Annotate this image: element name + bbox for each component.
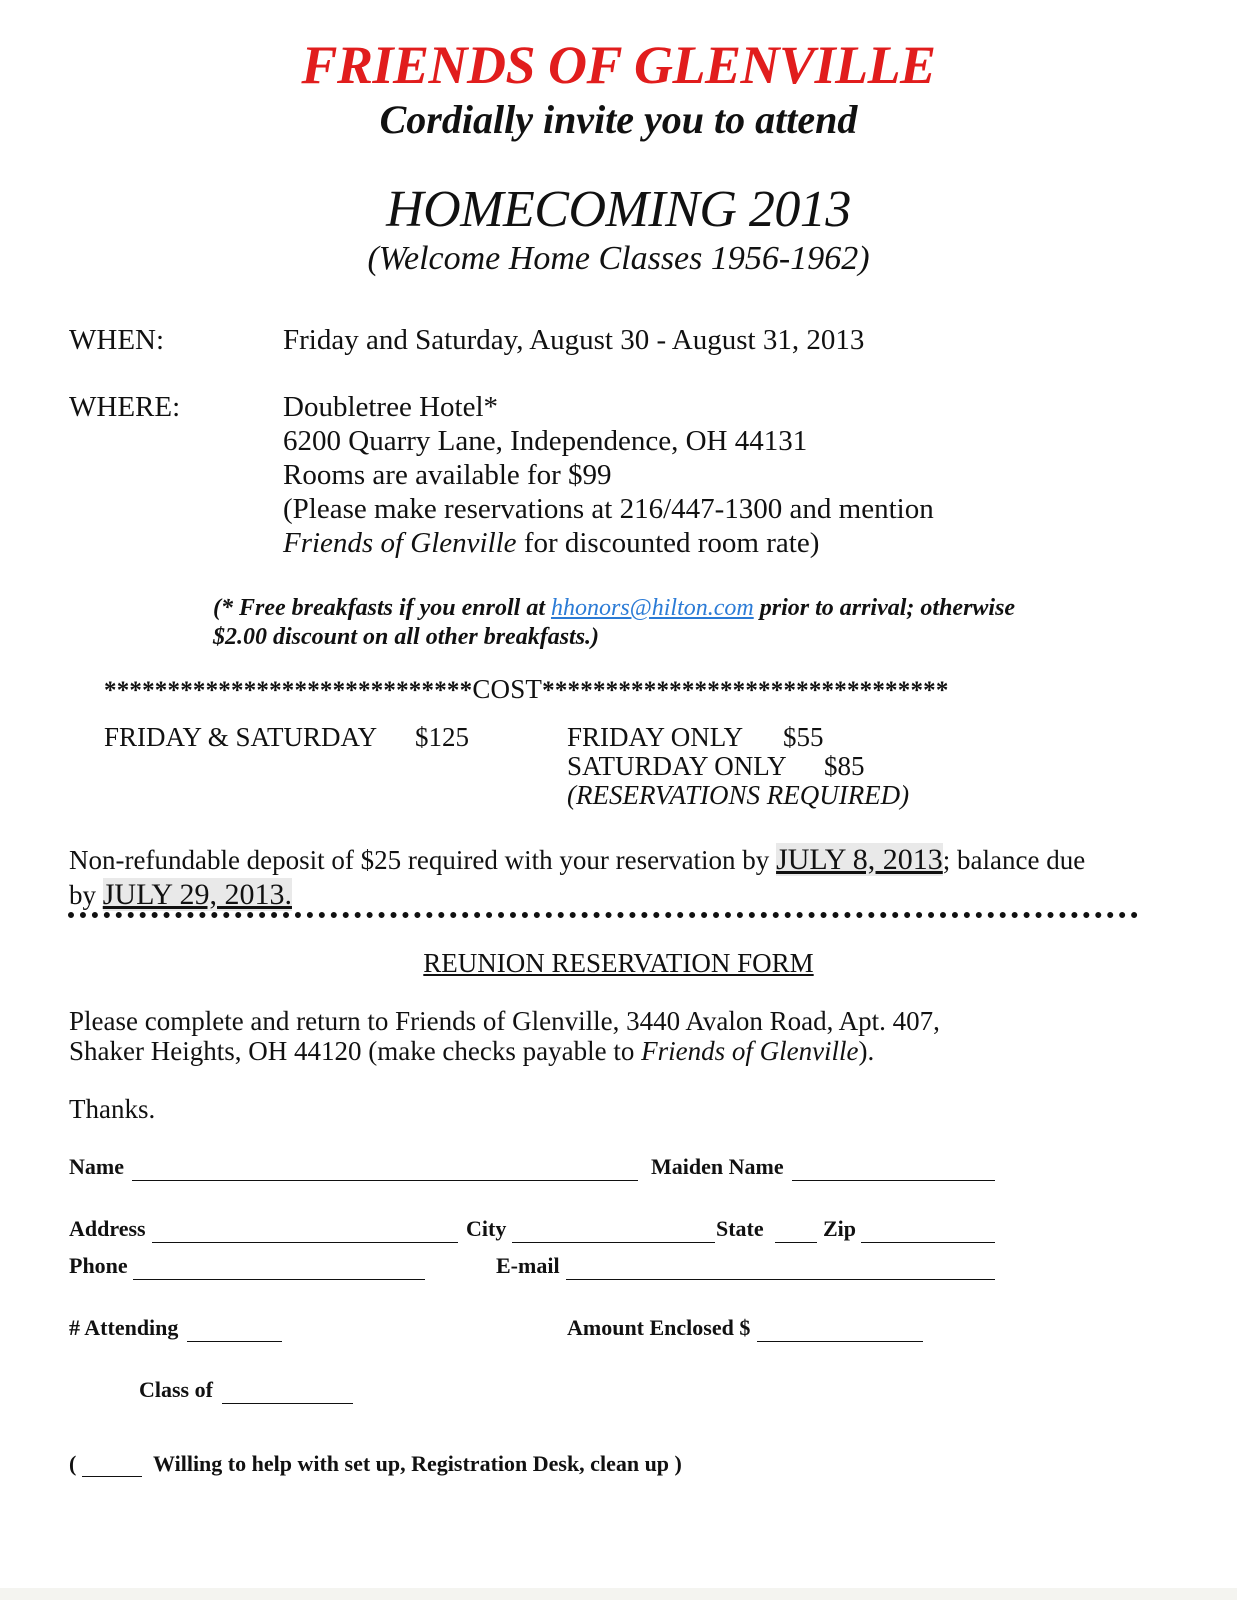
reservations-required: (RESERVATIONS REQUIRED) — [567, 780, 910, 810]
volunteer-label: Willing to help with set up, Registration Desk, clean up ) — [153, 1451, 682, 1476]
invite-text: Cordially invite you to attend — [379, 97, 858, 142]
maiden-name-field[interactable] — [792, 1180, 995, 1181]
deposit-line2-prefix: by — [69, 880, 103, 910]
breakfast-note-line2: $2.00 discount on all other breakfasts.) — [213, 624, 600, 650]
sat-only-price: $85 — [824, 751, 865, 781]
amount-label: Amount Enclosed $ — [567, 1315, 751, 1340]
address-field[interactable] — [152, 1242, 458, 1243]
phone-label: Phone — [69, 1253, 128, 1278]
volunteer-field[interactable] — [82, 1476, 142, 1477]
page-bottom-edge — [0, 1588, 1237, 1600]
event-title: HOMECOMING 2013 — [386, 181, 851, 238]
where-label: WHERE: — [69, 391, 181, 423]
amount-field[interactable] — [757, 1341, 923, 1342]
name-field[interactable] — [132, 1180, 638, 1181]
class-of-field[interactable] — [222, 1403, 353, 1404]
volunteer-open-paren: ( — [69, 1451, 77, 1476]
reservation-phone: (Please make reservations at 216/447-1300 and mention — [283, 493, 934, 525]
deposit-date: JULY 8, 2013 — [776, 843, 943, 876]
discount-rest: for discounted room rate) — [516, 527, 820, 559]
breakfast-note — [213, 595, 1015, 622]
cost-stars-right: ******************************** — [542, 677, 949, 704]
city-field[interactable] — [512, 1242, 715, 1243]
instructions-line1: Please complete and return to Friends of Glenville, 3440 Avalon Road, Apt. 407, — [69, 1006, 940, 1036]
cost-stars-left: ***************************** — [104, 677, 473, 704]
event-subtitle: (Welcome Home Classes 1956-1962) — [367, 240, 870, 277]
email-field[interactable] — [566, 1279, 995, 1280]
city-label: City — [466, 1216, 507, 1241]
dotted-divider — [68, 912, 1138, 918]
attending-label: # Attending — [69, 1315, 179, 1340]
sat-only-label: SATURDAY ONLY — [567, 751, 787, 781]
hotel-address: 6200 Quarry Lane, Independence, OH 44131 — [283, 425, 808, 457]
instructions-suffix: ). — [858, 1036, 875, 1066]
hotel-name: Doubletree Hotel* — [283, 391, 499, 423]
attending-field[interactable] — [187, 1341, 282, 1342]
zip-field[interactable] — [861, 1242, 995, 1243]
form-title: REUNION RESERVATION FORM — [423, 948, 814, 978]
state-label: State — [716, 1216, 764, 1241]
class-of-label: Class of — [139, 1377, 213, 1402]
fri-sat-price: $125 — [415, 722, 469, 752]
balance-date: JULY 29, 2013. — [102, 878, 292, 911]
thanks-text: Thanks. — [69, 1094, 156, 1124]
org-title: FRIENDS OF GLENVILLE — [301, 35, 936, 95]
when-label: WHEN: — [69, 324, 165, 356]
name-label: Name — [69, 1154, 124, 1179]
instructions-org: Friends of Glenville — [641, 1036, 859, 1066]
deposit-middle: ; balance due — [942, 845, 1086, 875]
deposit-prefix: Non-refundable deposit of $25 required with your reservation by — [69, 845, 777, 875]
when-value: Friday and Saturday, August 30 - August 31, 2013 — [283, 324, 865, 356]
fri-only-price: $55 — [783, 722, 824, 752]
instructions-line2 — [69, 1036, 874, 1067]
breakfast-suffix: prior to arrival; otherwise — [753, 595, 1016, 621]
hhonors-link[interactable]: hhonors@hilton.com — [550, 595, 754, 621]
fri-sat-label: FRIDAY & SATURDAY — [104, 722, 378, 752]
fri-only-label: FRIDAY ONLY — [567, 722, 744, 752]
maiden-name-label: Maiden Name — [651, 1154, 784, 1179]
instructions-prefix: Shaker Heights, OH 44120 (make checks payable to — [69, 1036, 642, 1066]
zip-label: Zip — [823, 1216, 857, 1241]
room-rate: Rooms are available for $99 — [283, 459, 612, 491]
deposit-line1 — [69, 843, 1085, 877]
breakfast-prefix: (* Free breakfasts if you enroll at — [213, 595, 551, 621]
cost-divider — [104, 674, 949, 705]
deposit-line2 — [69, 878, 292, 912]
cost-label: COST — [472, 674, 543, 704]
phone-field[interactable] — [133, 1279, 425, 1280]
address-label: Address — [69, 1216, 146, 1241]
state-field[interactable] — [775, 1242, 817, 1243]
discount-org: Friends of Glenville — [283, 527, 517, 559]
discount-note — [283, 527, 819, 560]
email-label: E-mail — [496, 1253, 560, 1278]
